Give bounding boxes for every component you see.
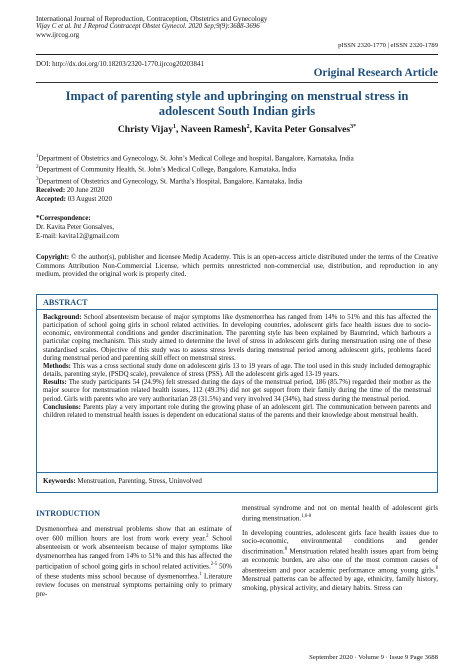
body-paragraph [242, 504, 438, 523]
citation-mark: 1 [199, 571, 202, 577]
author-name: Naveen Ramesh [180, 124, 247, 136]
abstract-methods [43, 363, 431, 379]
author-separator: , [176, 124, 181, 136]
author-list [36, 124, 438, 135]
correspondence-name: Dr. Kavita Peter Gonsalves, [36, 223, 114, 231]
author-affiliation-mark: 3* [350, 124, 357, 130]
author-affiliation-mark: 1 [173, 124, 176, 130]
author-name: Christy Vijay [117, 124, 173, 136]
accepted-label: Accepted: [36, 195, 66, 203]
abstract-background [43, 314, 431, 363]
affiliation-mark: 3 [36, 176, 39, 182]
section-text: This was a cross sectional study done on adolescent girls 13 to 19 years of age. The tool used in this study included demographic details, parenting style, (PSDQ scale), prevalence of stress (PSS). All the adolescent girls aged 13-19 years. [43, 362, 431, 379]
citation-mark: 1,6-8 [301, 513, 312, 519]
article-type: Original Research Article [313, 67, 438, 79]
body-text: Literature review focuses on menstrual symptoms pertaining only to primary pre- [36, 572, 232, 598]
body-text: Menstruation related health issues apart from being an economic burden, are also one of the most common causes of absenteeism and poor academic performance among young girls. [242, 547, 438, 575]
section-label: Results: [43, 379, 67, 387]
abstract-divider [37, 309, 437, 310]
body-text: menstrual syndrome and not on mental health of adolescent girls during menstruation. [242, 504, 438, 523]
section-label: Methods: [43, 362, 71, 370]
body-text: 50% of these students miss school because of dysmenorrhea. [36, 562, 232, 581]
accepted-value: 03 August 2020 [67, 195, 113, 203]
author-affiliation-mark: 2 [246, 124, 250, 130]
abstract-box [36, 294, 438, 493]
correspondence [36, 214, 119, 241]
citation-mark: 8 [435, 565, 438, 571]
affiliation-mark: 2 [36, 165, 39, 171]
header-divider [36, 54, 438, 55]
abstract-body [43, 314, 431, 420]
title-divider [36, 82, 438, 83]
keywords-label: Keywords: [43, 477, 76, 485]
body-column-left [36, 504, 232, 604]
section-text: School absenteeism because of major symptoms like dysmenorrhea has ranged from 14% to 51% and this has affected the participation of school going girls in school related activities. In developing countries, adolescent girls face health issues due to socio-economic, environmental conditions and gender discrimination. The parenting style has been explained by Baumrind, which harbours a particular coping mechanism. This study aimed to determine the level of stress in adolescent girls during menstruation using one of these standardised scales. Objective of this study was to assess stress levels during menstrual period among adolescent girls, problems faced during menstrual period and parenting skill effect on menstrual stress. [43, 314, 431, 362]
section-text: Parents play a very important role during the growing phase of an adolescent girl. The communication between parents and children related to menstrual health issues is dependent on educational status of the parents and their knowledge about menstrual health. [43, 403, 431, 419]
citation-mark: 2 [206, 534, 209, 540]
copyright-text: © the author(s), publisher and licensee Medip Academy. This is an open-access article distributed under the terms of the Creative Commons Attribution Non-Commercial License, which permits unrestricted non-commercial use, distribution, and reproduction in any medium, provided the original work is properly cited. [36, 253, 439, 279]
journal-citation: Vijay C et al. Int J Reprod Contracept Obstet Gynecol. 2020 Sep;9(9):3688-3696 [36, 23, 260, 31]
keywords-text: Menstruation, Parenting, Stress, Uninvolved [77, 477, 202, 485]
affiliation-mark: 1 [36, 154, 39, 159]
keywords-divider [37, 472, 437, 473]
abstract-results [43, 379, 431, 403]
article-title: Impact of parenting style and upbringing on menstrual stress in adolescent South Indian girls [65, 89, 409, 118]
keywords [43, 477, 202, 485]
body-text: In developing countries, adolescent girls face health issues due to socio-economic, environmental conditions and gender discrimination. [242, 528, 438, 556]
article-dates [36, 186, 112, 204]
affiliation [36, 175, 438, 186]
affiliation-text: Department of Obstetrics and Gynecology, St. Martha’s Hospital, Bangalore, Karnataka, India [38, 176, 303, 185]
affiliations [36, 152, 438, 186]
journal-url[interactable]: www.ijrcog.org [36, 31, 80, 39]
copyright-label: Copyright: [36, 253, 70, 261]
received-label: Received: [36, 186, 66, 194]
affiliation-text: Department of Community Health, St. John’s Medical College, Bangalore, Karnataka, India [38, 165, 297, 174]
author-name: Kavita Peter Gonsalves [254, 124, 351, 136]
body-text: School absenteeism or work absenteeism because of major symptoms like dysmenorrhea has ranged from 14% to 51% and this has affected the participation of school going girls in school related activities. [36, 534, 232, 571]
citation-mark: 8 [284, 547, 288, 553]
body-paragraph [242, 529, 438, 593]
correspondence-email[interactable]: E-mail: kavita12@gmail.com [36, 232, 120, 240]
copyright-notice [36, 253, 438, 279]
body-text: Menstrual patterns can be affected by age, ethnicity, family history, smoking, physical activity, and dietary habits. Stress can [242, 575, 438, 592]
body-column-right [242, 504, 438, 598]
accepted-date [36, 195, 112, 204]
author-separator: , [249, 124, 255, 136]
journal-header [36, 15, 366, 40]
citation-mark: 2-5 [210, 561, 218, 567]
received-value: 20 June 2020 [66, 186, 105, 194]
body-paragraph [36, 525, 232, 599]
received-date [36, 186, 112, 195]
affiliation [36, 163, 438, 174]
body-text: Dysmenorrhea and menstrual problems show that an estimate of over 600 million hours are lost from work every year. [36, 524, 232, 543]
section-text: The study participants 54 (24.9%) felt stressed during the days of the menstrual period, 186 (85.7%) regarded their mother as the major source for menstruation related health issues, 112 (49.3%) did not get support from their family during the time of the menstrual period. Girls with parents who are very authoritarian 28 (31.5%) and very involved 34 (34%), had stress during the menstrual period. [43, 379, 431, 403]
journal-name: International Journal of Reproduction, Contraception, Obstetrics and Gynecology [36, 15, 268, 23]
page-footer: September 2020 · Volume 9 · Issue 9 Page 3688 [309, 654, 438, 661]
issn: pISSN 2320-1770 | eISSN 2320-1789 [338, 42, 438, 49]
section-label: Background: [43, 314, 82, 321]
abstract-heading: ABSTRACT [43, 298, 88, 307]
doi-link[interactable]: DOI: http://dx.doi.org/10.18203/2320-1770.ijrcog20203841 [36, 60, 205, 68]
correspondence-label: *Correspondence: [36, 214, 91, 222]
affiliation-text: Department of Obstetrics and Gynecology, St. John’s Medical College and hospital, Bangalore, Karnataka, India [38, 154, 354, 163]
affiliation [36, 152, 438, 163]
section-label: Conclusions: [43, 403, 81, 411]
introduction-heading: INTRODUCTION [36, 509, 101, 518]
abstract-conclusions [43, 404, 431, 420]
